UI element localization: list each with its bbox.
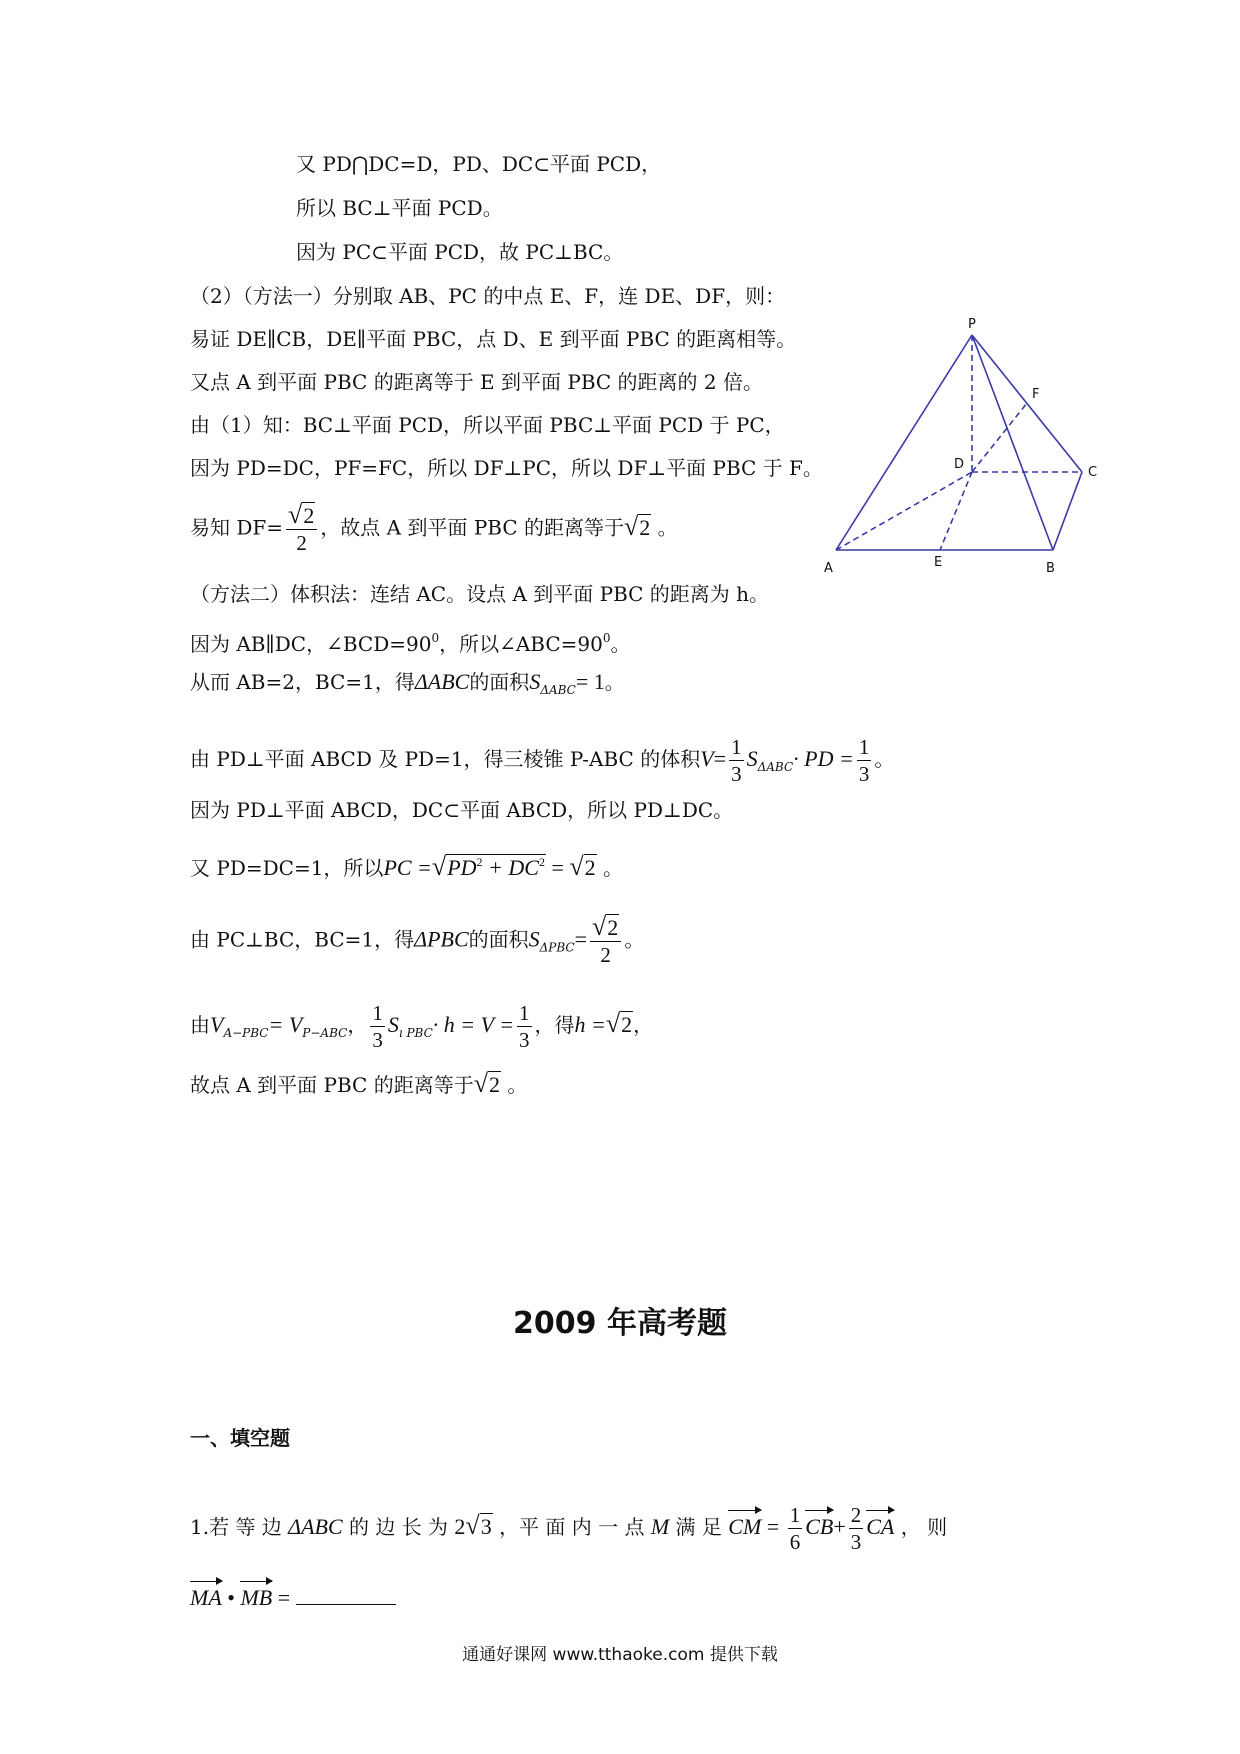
- solution-line-13: 由 PD⊥平面 ABCD 及 PD=1，得三棱锥 P-ABC 的体积V= $\frac{1}{3}$ $S_{\Delta ABC}\cdot$ PD = $\frac{1}{3}$ 。: [190, 735, 895, 786]
- solution-line-17: 由$V_{A-PBC}= V_{P-ABC}$， $\frac{1}{3}$ $S_{ı PBC}\cdot h = V$ = $\frac{1}{3}$ ，得h =√2，: [190, 1001, 654, 1052]
- solution-line-11: 因为 AB∥DC，$\angle BCD=90^0$，所以$\angle ABC=90^0$。: [190, 631, 631, 656]
- solution-line-7: 由（1）知：BC⊥平面 PCD，所以平面 PBC⊥平面 PCD 于 PC，: [190, 413, 785, 437]
- problem-1-line-1: 1.若 等 边 ΔABC 的 边 长 为 2√3 ，平 面 内 一 点 M 满 足 CM = $\frac{1}{6}$ CB+ $\frac{2}{3}$ CA ， 则: [190, 1503, 948, 1554]
- answer-blank[interactable]: [296, 1584, 396, 1605]
- solution-line-16: 由 PC⊥BC，BC=1，得ΔPBC的面积$S_{\Delta PBC}=$ $\frac{√2}{2}$ 。: [190, 912, 645, 967]
- vertex-label-b: B: [1046, 561, 1055, 576]
- solution-line-8: 因为 PD=DC，PF=FC，所以 DF⊥PC，所以 DF⊥平面 PBC 于 F。: [190, 456, 823, 480]
- vertex-label-d: D: [954, 457, 965, 472]
- vertex-label-f: F: [1032, 387, 1040, 402]
- section-heading: 一、填空题: [190, 1426, 290, 1450]
- solution-line-18: 故点 A 到平面 PBC 的距离等于√2 。: [190, 1069, 528, 1098]
- solution-line-14: 因为 PD⊥平面 ABCD，DC⊂平面 ABCD，所以 PD⊥DC。: [190, 798, 734, 822]
- solution-line-5: 易证 DE∥CB，DE∥平面 PBC，点 D、E 到平面 PBC 的距离相等。: [190, 327, 797, 351]
- problem-1-line-2: MA • MB =: [190, 1580, 396, 1612]
- solution-line-3: 因为 PC⊂平面 PCD，故 PC⊥BC。: [296, 240, 624, 264]
- page-footer: 通通好课网 www.tthaoke.com 提供下载: [462, 1645, 778, 1665]
- vertex-label-p: P: [968, 317, 976, 332]
- solution-line-1: 又 PD⋂DC=D，PD、DC⊂平面 PCD，: [296, 152, 662, 176]
- solution-line-12: 从而 AB=2，BC=1，得ΔABC的面积$S_{\Delta ABC}= 1$。: [190, 669, 625, 697]
- solution-line-9: 易知 DF= $\frac{√2}{2}$ ，故点 A 到平面 PBC 的距离等于√2 。: [190, 500, 678, 555]
- solution-line-4: （2）（方法一）分别取 AB、PC 的中点 E、F，连 DE、DF，则：: [190, 284, 786, 308]
- pyramid-figure: [820, 310, 1110, 590]
- vertex-label-a: A: [824, 561, 833, 576]
- fraction-sqrt2-over-2: $\frac{√2}{2}$: [286, 504, 317, 554]
- page-title: 2009 年高考题: [513, 1306, 727, 1341]
- sqrt-2: √2: [624, 511, 651, 541]
- solution-line-2: 所以 BC⊥平面 PCD。: [296, 196, 503, 220]
- solution-line-6: 又点 A 到平面 PBC 的距离等于 E 到平面 PBC 的距离的 2 倍。: [190, 370, 763, 394]
- solution-line-10: （方法二）体积法：连结 AC。设点 A 到平面 PBC 的距离为 h。: [190, 582, 770, 606]
- vertex-label-c: C: [1088, 465, 1098, 480]
- vertex-label-e: E: [934, 555, 943, 570]
- solution-line-15: 又 PD=DC=1，所以PC $=√PD^2 + DC^2 = √2$ 。: [190, 852, 623, 881]
